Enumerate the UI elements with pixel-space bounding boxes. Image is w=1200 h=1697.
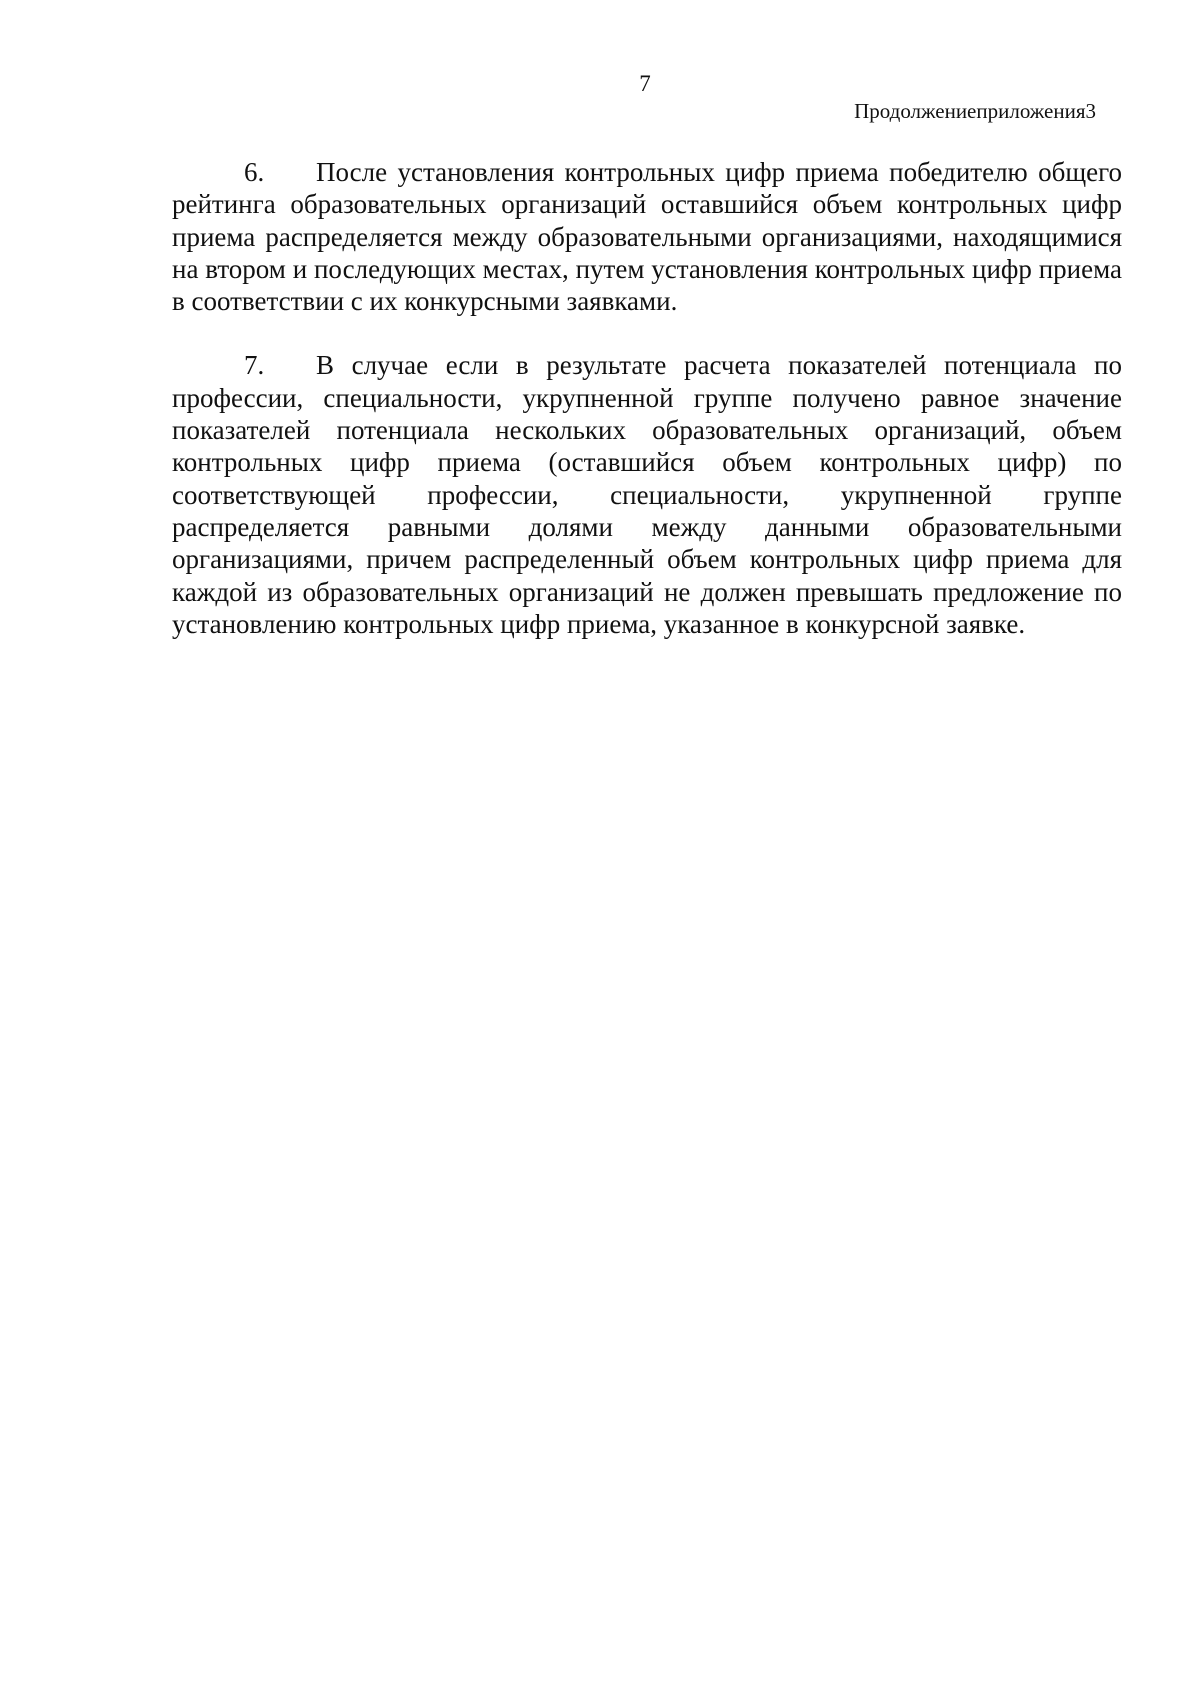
paragraph-text: После установления контрольных цифр приема победителю общего рейтинга образовательных организаций оставшийся объем контрольных цифр приема распределяется между образовательными организациями, находящимися на втором и последующих местах, путем установления контрольных цифр приема в соответствии с их конкурсными заявками. [172, 157, 1122, 317]
paragraph-number: 6. [244, 157, 265, 187]
appendix-continuation-header: Продолжениеприложения3 [854, 99, 1096, 123]
paragraph-text: В случае если в результате расчета показателей потенциала по профессии, специальности, укрупненной группе получено равное значение показателей потенциала нескольких образовательных организаций, объем контрольных цифр приема (оставшийся объем контрольных цифр) по соответствующей профессии, специальности, укрупненной группе распределяется равными долями между данными образовательными организациями, причем распределенный объем контрольных цифр приема для каждой из образовательных организаций не должен превышать предложение по установлению контрольных цифр приема, указанное в конкурсной заявке. [172, 350, 1122, 639]
document-body [172, 156, 1122, 672]
paragraph-6 [172, 156, 1122, 317]
paragraph-7 [172, 349, 1122, 640]
paragraph-number: 7. [244, 350, 265, 381]
page-number: 7 [639, 71, 651, 96]
